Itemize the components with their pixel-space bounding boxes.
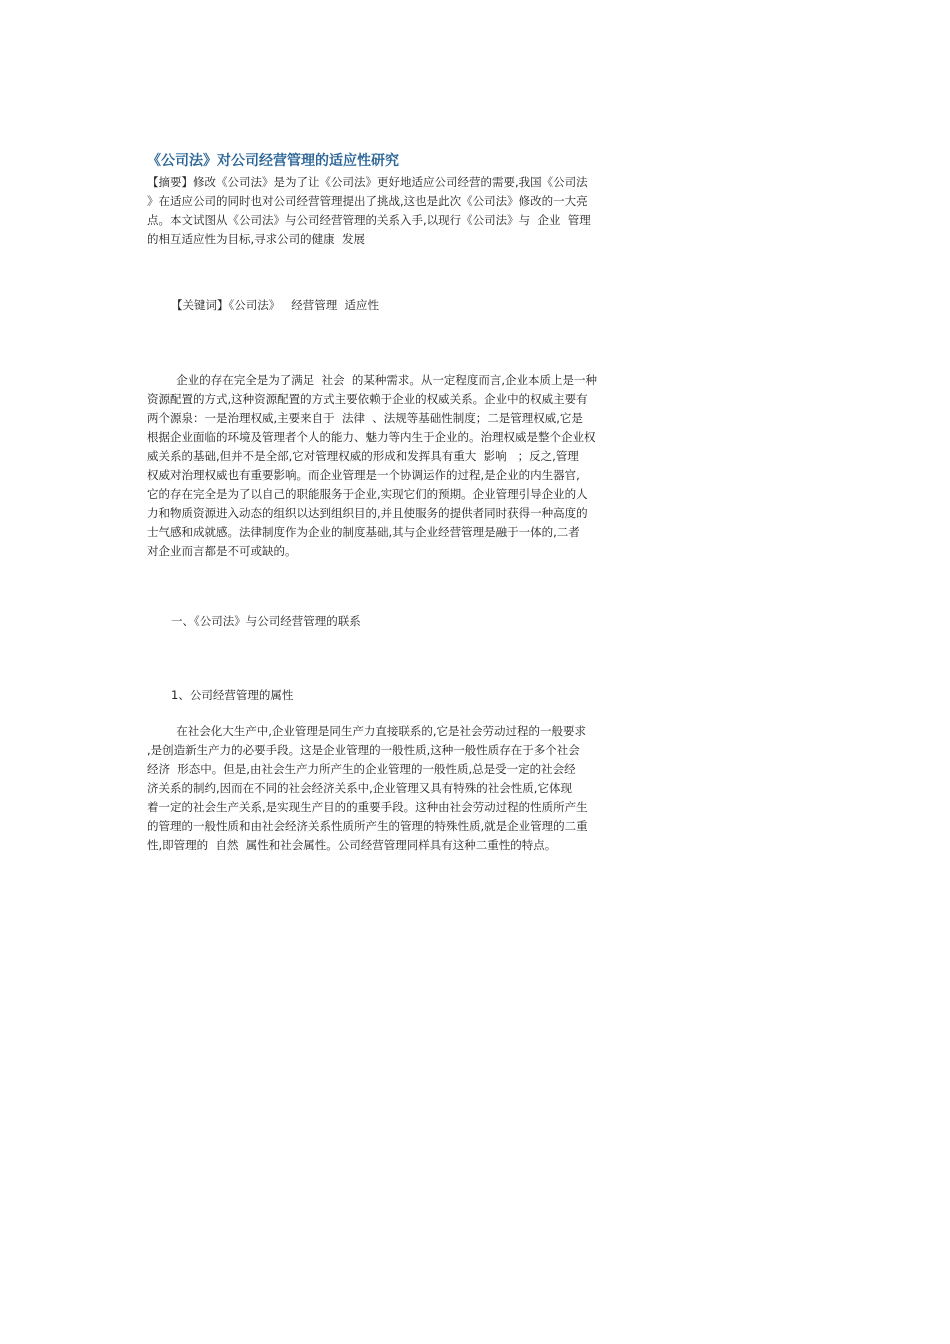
abstract-line: 》在适应公司的同时也对公司经营管理提出了挑战,这也是此次《公司法》修改的一大亮 [147,194,588,208]
keywords: 【关键词】《公司法》 经营管理 适应性 [171,298,380,312]
abstract [147,173,591,249]
abstract-line: 点。本文试图从《公司法》与公司经营管理的关系入手,以现行《公司法》与 企业 管理 [147,213,591,227]
paragraph-line: 它的存在完全是为了以自己的职能服务于企业,实现它们的预期。企业管理引导企业的人 [147,487,588,501]
paragraph-line: 在社会化大生产中,企业管理是同生产力直接联系的,它是社会劳动过程的一般要求 [147,724,587,738]
intro-paragraph [147,371,597,561]
section-heading: 一、《公司法》与公司经营管理的联系 [171,614,361,628]
paragraph-line: ,是创造新生产力的必要手段。这是企业管理的一般性质,这种一般性质存在于多个社会 [147,743,580,757]
paragraph-line: 士气感和成就感。法律制度作为企业的制度基础,其与企业经营管理是融于一体的,二者 [147,525,580,539]
paragraph-line: 资源配置的方式,这种资源配置的方式主要依赖于企业的权威关系。企业中的权威主要有 [147,392,588,406]
paragraph-line: 威关系的基础,但并不是全部,它对管理权威的形成和发挥具有重大 影响 ；反之,管理 [147,449,579,463]
abstract-line: 的相互适应性为目标,寻求公司的健康 发展 [147,232,365,246]
abstract-line: 【摘要】修改《公司法》是为了让《公司法》更好地适应公司经营的需要,我国《公司法 [147,175,588,189]
subsection-heading: 1、公司经营管理的属性 [171,688,294,702]
paragraph-line: 两个源泉：一是治理权威,主要来自于 法律 、法规等基础性制度；二是管理权威,它是 [147,411,583,425]
document-title: 《公司法》对公司经营管理的适应性研究 [147,153,399,169]
paragraph-line: 根据企业面临的环境及管理者个人的能力、魅力等内生于企业的。治理权威是整个企业权 [147,430,596,444]
paragraph-line: 对企业而言都是不可或缺的。 [147,544,297,558]
paragraph-line: 着一定的社会生产关系,是实现生产目的的重要手段。这种由社会劳动过程的性质所产生 [147,800,588,814]
paragraph-line: 权威对治理权威也有重要影响。而企业管理是一个协调运作的过程,是企业的内生器官, [147,468,580,482]
paragraph-line: 企业的存在完全是为了满足 社会 的某种需求。从一定程度而言,企业本质上是一种 [147,373,598,387]
paragraph-line: 经济 形态中。但是,由社会生产力所产生的企业管理的一般性质,总是受一定的社会经 [147,762,576,776]
paragraph-line: 力和物质资源进入动态的组织以达到组织目的,并且使服务的提供者同时获得一种高度的 [147,506,588,520]
section1-paragraph [147,722,588,855]
paragraph-line: 济关系的制约,因而在不同的社会经济关系中,企业管理又具有特殊的社会性质,它体现 [147,781,572,795]
paragraph-line: 的管理的一般性质和由社会经济关系性质所产生的管理的特殊性质,就是企业管理的二重 [147,819,588,833]
paragraph-line: 性,即管理的 自然 属性和社会属性。公司经营管理同样具有这种二重性的特点。 [147,838,557,852]
